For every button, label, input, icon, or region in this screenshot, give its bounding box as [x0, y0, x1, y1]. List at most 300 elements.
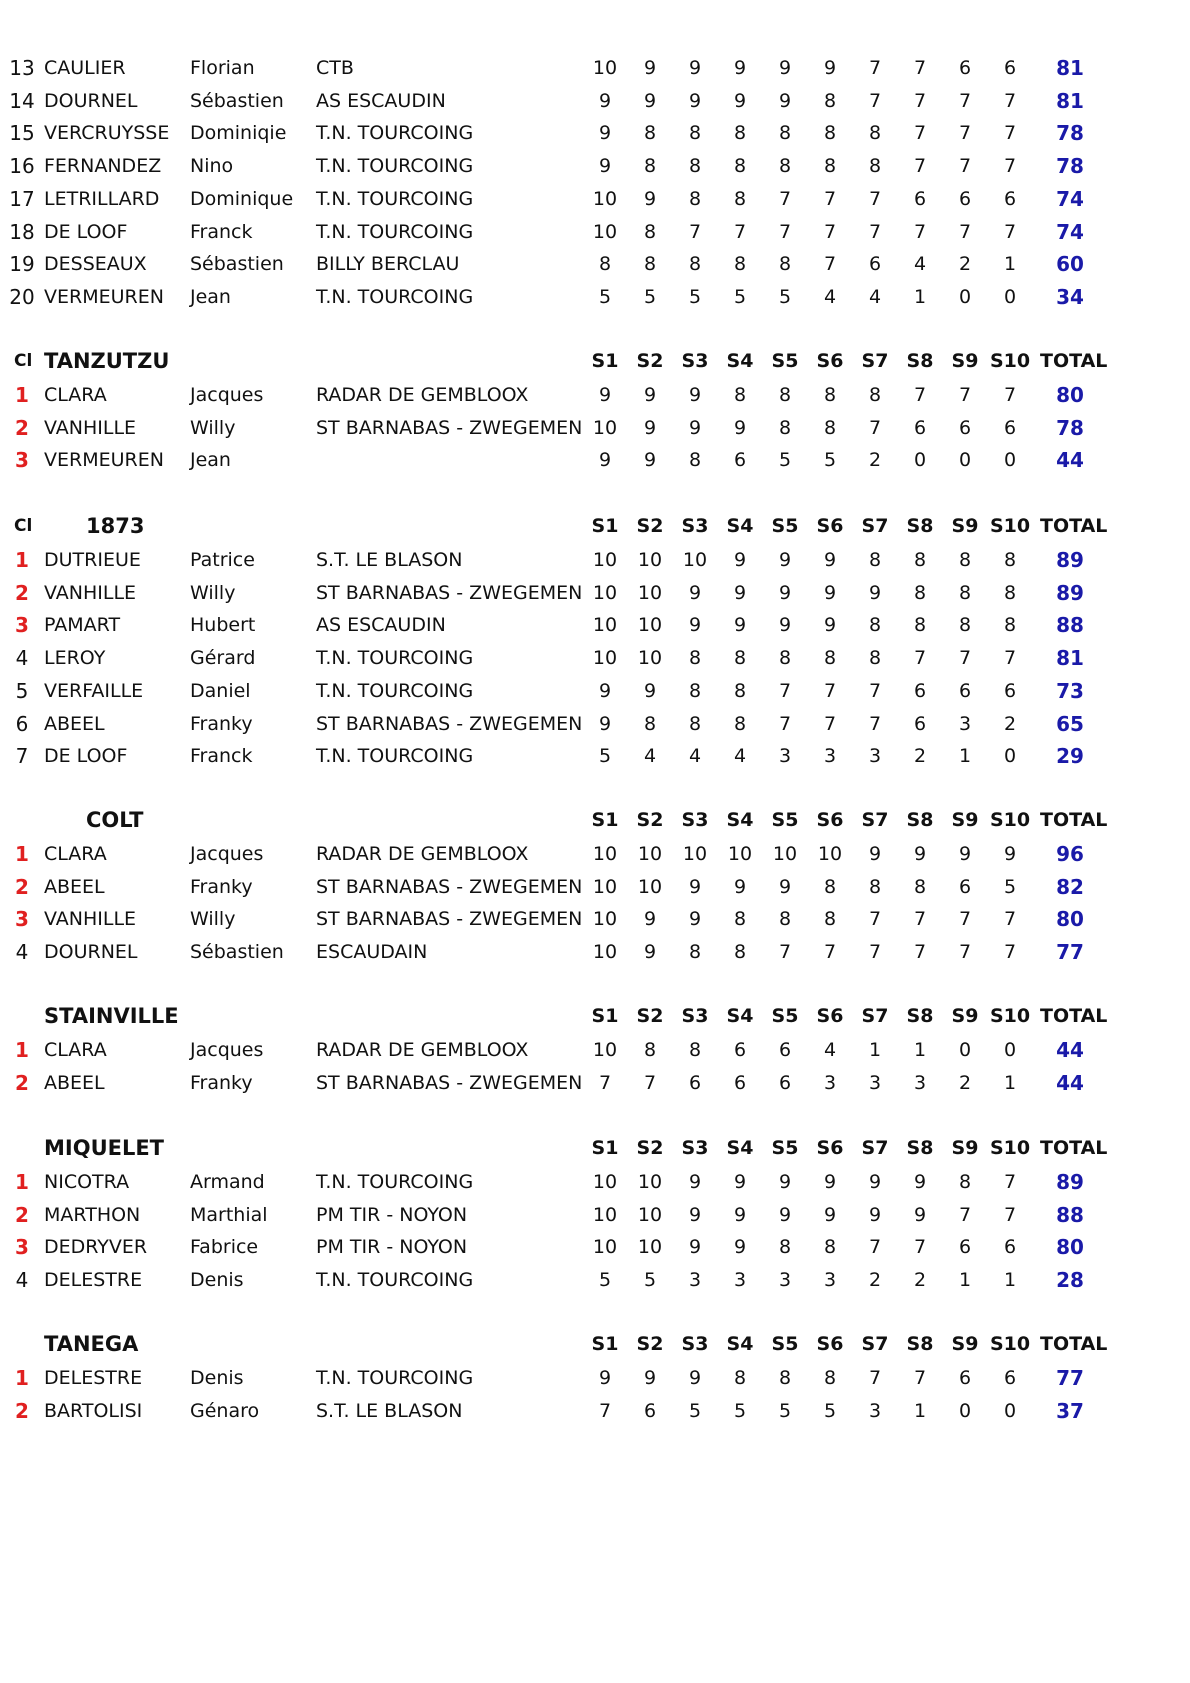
column-header-s1: S1 — [591, 1005, 619, 1027]
score-s1: 10 — [592, 581, 618, 604]
score-s7: 7 — [868, 1236, 882, 1259]
column-header-s2: S2 — [636, 515, 664, 537]
last-name: VERFAILLE — [44, 679, 144, 702]
score-s10: 5 — [1003, 875, 1017, 898]
score-s10: 7 — [1003, 908, 1017, 931]
last-name: DE LOOF — [44, 745, 128, 768]
column-header-s6: S6 — [816, 350, 844, 372]
score-s2: 9 — [643, 449, 657, 472]
score-s4: 8 — [733, 253, 747, 276]
total-score: 77 — [1056, 940, 1084, 965]
score-s6: 9 — [823, 581, 837, 604]
score-s6: 9 — [823, 1203, 837, 1226]
score-s4: 5 — [733, 285, 747, 308]
score-s5: 7 — [778, 712, 792, 735]
club-name: BILLY BERCLAU — [316, 253, 460, 276]
score-s2: 9 — [643, 57, 657, 79]
score-s3: 6 — [688, 1071, 702, 1094]
score-s1: 10 — [592, 1171, 618, 1193]
score-s4: 9 — [733, 416, 747, 439]
score-s10: 8 — [1003, 581, 1017, 604]
last-name: ABEEL — [44, 1071, 105, 1094]
score-s2: 9 — [643, 187, 657, 210]
section-header — [0, 1132, 1190, 1164]
score-s1: 9 — [598, 89, 612, 112]
rank: 3 — [15, 613, 29, 638]
rank: 2 — [15, 1202, 29, 1227]
score-s4: 6 — [733, 1039, 747, 1061]
score-s9: 6 — [958, 187, 972, 210]
result-row — [0, 871, 1190, 903]
column-header-s7: S7 — [861, 1333, 889, 1355]
score-s8: 7 — [913, 384, 927, 406]
rank: 19 — [9, 252, 35, 277]
score-s8: 6 — [913, 187, 927, 210]
score-s9: 1 — [958, 745, 972, 768]
score-s6: 7 — [823, 679, 837, 702]
total-score: 29 — [1056, 744, 1084, 769]
score-s4: 9 — [733, 89, 747, 112]
column-header-s5: S5 — [771, 1137, 799, 1159]
column-header-s2: S2 — [636, 809, 664, 831]
score-s1: 9 — [598, 712, 612, 735]
total-score: 78 — [1056, 154, 1084, 179]
last-name: DUTRIEUE — [44, 549, 141, 571]
score-s10: 7 — [1003, 1171, 1017, 1193]
first-name: Sébastien — [190, 89, 284, 112]
score-s5: 9 — [778, 57, 792, 79]
last-name: CLARA — [44, 384, 107, 406]
last-name: VERCRUYSSE — [44, 122, 170, 145]
score-s9: 7 — [958, 384, 972, 406]
score-s10: 6 — [1003, 1236, 1017, 1259]
score-s6: 7 — [823, 712, 837, 735]
discipline-title: TANEGA — [44, 1332, 139, 1356]
first-name: Franky — [190, 1071, 253, 1094]
total-score: 82 — [1056, 874, 1084, 899]
score-s1: 9 — [598, 449, 612, 472]
result-row — [0, 52, 1190, 84]
result-row — [0, 642, 1190, 674]
total-score: 73 — [1056, 678, 1084, 703]
score-s9: 8 — [958, 614, 972, 637]
score-s4: 8 — [733, 187, 747, 210]
result-row — [0, 903, 1190, 935]
club-name: ST BARNABAS - ZWEGEMEN — [316, 1071, 583, 1094]
score-s1: 10 — [592, 843, 618, 865]
column-header-s9: S9 — [951, 1005, 979, 1027]
score-s1: 9 — [598, 155, 612, 178]
total-score: 60 — [1056, 252, 1084, 277]
score-s1: 10 — [592, 1039, 618, 1061]
column-header-s4: S4 — [726, 350, 754, 372]
last-name: FERNANDEZ — [44, 155, 162, 178]
column-header-s10: S10 — [990, 809, 1031, 831]
score-s8: 1 — [913, 1039, 927, 1061]
score-s6: 3 — [823, 1071, 837, 1094]
result-row — [0, 1231, 1190, 1263]
score-s9: 6 — [958, 1367, 972, 1389]
score-s7: 1 — [868, 1039, 882, 1061]
column-header-s1: S1 — [591, 1333, 619, 1355]
column-header-s8: S8 — [906, 515, 934, 537]
first-name: Willy — [190, 416, 236, 439]
score-s8: 8 — [913, 614, 927, 637]
column-header-s7: S7 — [861, 1005, 889, 1027]
total-score: 74 — [1056, 186, 1084, 211]
club-name: T.N. TOURCOING — [316, 647, 474, 670]
score-s6: 3 — [823, 1269, 837, 1292]
score-s6: 8 — [823, 647, 837, 670]
score-s2: 6 — [643, 1399, 657, 1422]
score-s1: 10 — [592, 57, 618, 79]
result-row — [0, 1166, 1190, 1198]
column-header-s8: S8 — [906, 809, 934, 831]
score-s2: 8 — [643, 1039, 657, 1061]
score-s5: 3 — [778, 1269, 792, 1292]
score-s10: 0 — [1003, 449, 1017, 472]
score-s9: 6 — [958, 679, 972, 702]
score-s7: 7 — [868, 220, 882, 243]
result-row — [0, 544, 1190, 576]
result-row — [0, 379, 1190, 411]
column-header-s10: S10 — [990, 1333, 1031, 1355]
result-row — [0, 1362, 1190, 1394]
score-s4: 8 — [733, 1367, 747, 1389]
score-s6: 9 — [823, 549, 837, 571]
score-s8: 7 — [913, 1367, 927, 1389]
score-s4: 9 — [733, 581, 747, 604]
column-header-s9: S9 — [951, 809, 979, 831]
rank: 2 — [15, 1070, 29, 1095]
score-s5: 7 — [778, 220, 792, 243]
score-s2: 8 — [643, 155, 657, 178]
score-s4: 8 — [733, 908, 747, 931]
score-s1: 10 — [592, 1203, 618, 1226]
first-name: Dominiqie — [190, 122, 287, 145]
club-name: T.N. TOURCOING — [316, 745, 474, 768]
score-s9: 9 — [958, 843, 972, 865]
score-s5: 9 — [778, 875, 792, 898]
score-s7: 3 — [868, 745, 882, 768]
club-name: RADAR DE GEMBLOOX — [316, 1039, 529, 1061]
score-s9: 7 — [958, 941, 972, 964]
score-s10: 0 — [1003, 745, 1017, 768]
score-s9: 2 — [958, 1071, 972, 1094]
column-header-s4: S4 — [726, 1005, 754, 1027]
column-header-s7: S7 — [861, 809, 889, 831]
club-name: RADAR DE GEMBLOOX — [316, 843, 529, 865]
total-score: 44 — [1056, 1038, 1084, 1062]
score-s8: 0 — [913, 449, 927, 472]
result-row — [0, 85, 1190, 117]
club-name: T.N. TOURCOING — [316, 1269, 474, 1292]
club-name: S.T. LE BLASON — [316, 1399, 463, 1422]
club-name: S.T. LE BLASON — [316, 549, 463, 571]
result-row — [0, 740, 1190, 772]
rank: 2 — [15, 874, 29, 899]
score-s2: 9 — [643, 908, 657, 931]
score-s8: 7 — [913, 220, 927, 243]
score-s3: 9 — [688, 416, 702, 439]
column-header-s9: S9 — [951, 350, 979, 372]
discipline-title: MIQUELET — [44, 1136, 165, 1160]
score-s9: 0 — [958, 449, 972, 472]
score-s7: 6 — [868, 253, 882, 276]
score-s6: 8 — [823, 1236, 837, 1259]
score-s7: 3 — [868, 1399, 882, 1422]
column-header-s5: S5 — [771, 1333, 799, 1355]
score-s4: 8 — [733, 647, 747, 670]
last-name: LEROY — [44, 647, 106, 670]
column-header-s1: S1 — [591, 1137, 619, 1159]
score-s5: 5 — [778, 285, 792, 308]
score-s10: 2 — [1003, 712, 1017, 735]
score-s3: 9 — [688, 1367, 702, 1389]
score-s5: 8 — [778, 253, 792, 276]
first-name: Franck — [190, 745, 253, 768]
last-name: VANHILLE — [44, 908, 137, 931]
last-name: CLARA — [44, 1039, 107, 1061]
score-s7: 8 — [868, 384, 882, 406]
first-name: Dominique — [190, 187, 294, 210]
column-header-s4: S4 — [726, 1137, 754, 1159]
score-s10: 6 — [1003, 57, 1017, 79]
total-score: 88 — [1056, 1202, 1084, 1227]
total-score: 80 — [1056, 383, 1084, 407]
score-s5: 9 — [778, 1171, 792, 1193]
result-row — [0, 150, 1190, 182]
total-score: 80 — [1056, 907, 1084, 932]
last-name: CLARA — [44, 843, 107, 865]
score-s3: 8 — [688, 155, 702, 178]
score-s3: 9 — [688, 581, 702, 604]
score-s2: 10 — [637, 647, 663, 670]
score-s2: 9 — [643, 384, 657, 406]
score-s4: 10 — [727, 843, 753, 865]
first-name: Willy — [190, 908, 236, 931]
score-s9: 7 — [958, 908, 972, 931]
column-header-s8: S8 — [906, 350, 934, 372]
club-name: ST BARNABAS - ZWEGEMEN — [316, 875, 583, 898]
column-header-total: TOTAL — [1040, 1005, 1108, 1027]
score-s2: 8 — [643, 122, 657, 145]
result-row — [0, 1395, 1190, 1427]
column-header-total: TOTAL — [1040, 1137, 1108, 1159]
class-label: Cl — [14, 516, 33, 536]
score-s10: 1 — [1003, 253, 1017, 276]
score-s4: 9 — [733, 1203, 747, 1226]
rank: 1 — [15, 842, 29, 866]
section-header — [0, 1000, 1190, 1032]
score-s6: 3 — [823, 745, 837, 768]
score-s2: 4 — [643, 745, 657, 768]
score-s2: 10 — [637, 875, 663, 898]
result-row — [0, 117, 1190, 149]
discipline-title: 1873 — [86, 514, 145, 538]
score-s10: 6 — [1003, 187, 1017, 210]
column-header-s5: S5 — [771, 515, 799, 537]
column-header-s1: S1 — [591, 809, 619, 831]
column-header-s5: S5 — [771, 809, 799, 831]
score-s5: 7 — [778, 941, 792, 964]
score-s2: 10 — [637, 1236, 663, 1259]
last-name: LETRILLARD — [44, 187, 160, 210]
column-header-s3: S3 — [681, 350, 709, 372]
score-s9: 0 — [958, 285, 972, 308]
score-s6: 9 — [823, 1171, 837, 1193]
first-name: Armand — [190, 1171, 265, 1193]
section-header — [0, 510, 1190, 542]
score-s9: 8 — [958, 581, 972, 604]
score-s3: 9 — [688, 1171, 702, 1193]
score-s7: 7 — [868, 712, 882, 735]
score-s8: 7 — [913, 155, 927, 178]
score-s3: 9 — [688, 614, 702, 637]
score-s10: 7 — [1003, 384, 1017, 406]
column-header-total: TOTAL — [1040, 1333, 1108, 1355]
column-header-s3: S3 — [681, 1333, 709, 1355]
column-header-s4: S4 — [726, 515, 754, 537]
result-row — [0, 609, 1190, 641]
last-name: VERMEUREN — [44, 449, 164, 472]
result-row — [0, 1034, 1190, 1066]
score-s9: 6 — [958, 57, 972, 79]
score-s6: 7 — [823, 220, 837, 243]
score-s10: 0 — [1003, 285, 1017, 308]
score-s7: 8 — [868, 122, 882, 145]
score-s3: 3 — [688, 1269, 702, 1292]
score-s9: 6 — [958, 416, 972, 439]
club-name: T.N. TOURCOING — [316, 220, 474, 243]
rank: 1 — [15, 1038, 29, 1062]
club-name: T.N. TOURCOING — [316, 187, 474, 210]
score-s2: 9 — [643, 416, 657, 439]
score-s8: 4 — [913, 253, 927, 276]
score-s2: 9 — [643, 1367, 657, 1389]
score-s6: 8 — [823, 384, 837, 406]
column-header-total: TOTAL — [1040, 809, 1108, 831]
score-s2: 9 — [643, 941, 657, 964]
score-s4: 8 — [733, 384, 747, 406]
first-name: Franky — [190, 875, 253, 898]
score-s6: 4 — [823, 285, 837, 308]
score-s4: 9 — [733, 549, 747, 571]
score-s6: 8 — [823, 155, 837, 178]
score-s7: 2 — [868, 449, 882, 472]
score-s8: 8 — [913, 581, 927, 604]
score-s10: 7 — [1003, 647, 1017, 670]
score-s7: 7 — [868, 187, 882, 210]
score-s3: 8 — [688, 449, 702, 472]
score-s9: 7 — [958, 155, 972, 178]
last-name: PAMART — [44, 614, 121, 637]
total-score: 89 — [1056, 580, 1084, 605]
score-s10: 7 — [1003, 1203, 1017, 1226]
score-s10: 7 — [1003, 220, 1017, 243]
score-s7: 8 — [868, 647, 882, 670]
score-s7: 8 — [868, 875, 882, 898]
total-score: 78 — [1056, 415, 1084, 440]
score-s8: 2 — [913, 1269, 927, 1292]
result-row — [0, 1264, 1190, 1296]
score-s4: 8 — [733, 155, 747, 178]
score-s8: 6 — [913, 679, 927, 702]
score-s8: 7 — [913, 941, 927, 964]
score-s9: 7 — [958, 122, 972, 145]
total-score: 80 — [1056, 1235, 1084, 1260]
rank: 4 — [15, 940, 29, 965]
score-s1: 9 — [598, 679, 612, 702]
score-s7: 8 — [868, 155, 882, 178]
score-s3: 10 — [682, 843, 708, 865]
score-s2: 7 — [643, 1071, 657, 1094]
score-s4: 6 — [733, 1071, 747, 1094]
total-score: 44 — [1056, 1070, 1084, 1095]
total-score: 34 — [1056, 284, 1084, 309]
score-s8: 7 — [913, 89, 927, 112]
score-s2: 10 — [637, 614, 663, 637]
score-s1: 10 — [592, 416, 618, 439]
score-s3: 4 — [688, 745, 702, 768]
result-row — [0, 838, 1190, 870]
column-header-s1: S1 — [591, 515, 619, 537]
club-name: PM TIR - NOYON — [316, 1203, 468, 1226]
column-header-s5: S5 — [771, 1005, 799, 1027]
score-s10: 8 — [1003, 549, 1017, 571]
discipline-title: TANZUTZU — [44, 349, 170, 373]
score-s4: 4 — [733, 745, 747, 768]
column-header-s6: S6 — [816, 1137, 844, 1159]
score-s2: 8 — [643, 712, 657, 735]
club-name: PM TIR - NOYON — [316, 1236, 468, 1259]
first-name: Gérard — [190, 647, 256, 670]
rank: 3 — [15, 907, 29, 932]
column-header-s10: S10 — [990, 350, 1031, 372]
column-header-s3: S3 — [681, 1137, 709, 1159]
column-header-s3: S3 — [681, 1005, 709, 1027]
score-s10: 6 — [1003, 679, 1017, 702]
score-s1: 10 — [592, 875, 618, 898]
score-s6: 8 — [823, 122, 837, 145]
column-header-s2: S2 — [636, 1137, 664, 1159]
score-s4: 9 — [733, 1236, 747, 1259]
score-s10: 7 — [1003, 941, 1017, 964]
score-s6: 7 — [823, 941, 837, 964]
result-row — [0, 1067, 1190, 1099]
score-s3: 8 — [688, 941, 702, 964]
score-s8: 7 — [913, 1236, 927, 1259]
score-s7: 9 — [868, 1203, 882, 1226]
rank: 1 — [15, 548, 29, 572]
score-s9: 7 — [958, 647, 972, 670]
score-s8: 7 — [913, 647, 927, 670]
total-score: 81 — [1056, 88, 1084, 113]
total-score: 89 — [1056, 1170, 1084, 1194]
score-s5: 7 — [778, 187, 792, 210]
club-name: T.N. TOURCOING — [316, 122, 474, 145]
column-header-s4: S4 — [726, 1333, 754, 1355]
score-s2: 9 — [643, 89, 657, 112]
column-header-total: TOTAL — [1040, 350, 1108, 372]
club-name: T.N. TOURCOING — [316, 1367, 474, 1389]
last-name: CAULIER — [44, 57, 126, 79]
club-name: AS ESCAUDIN — [316, 89, 446, 112]
score-s2: 8 — [643, 253, 657, 276]
score-s8: 9 — [913, 843, 927, 865]
score-s5: 9 — [778, 1203, 792, 1226]
first-name: Willy — [190, 581, 236, 604]
